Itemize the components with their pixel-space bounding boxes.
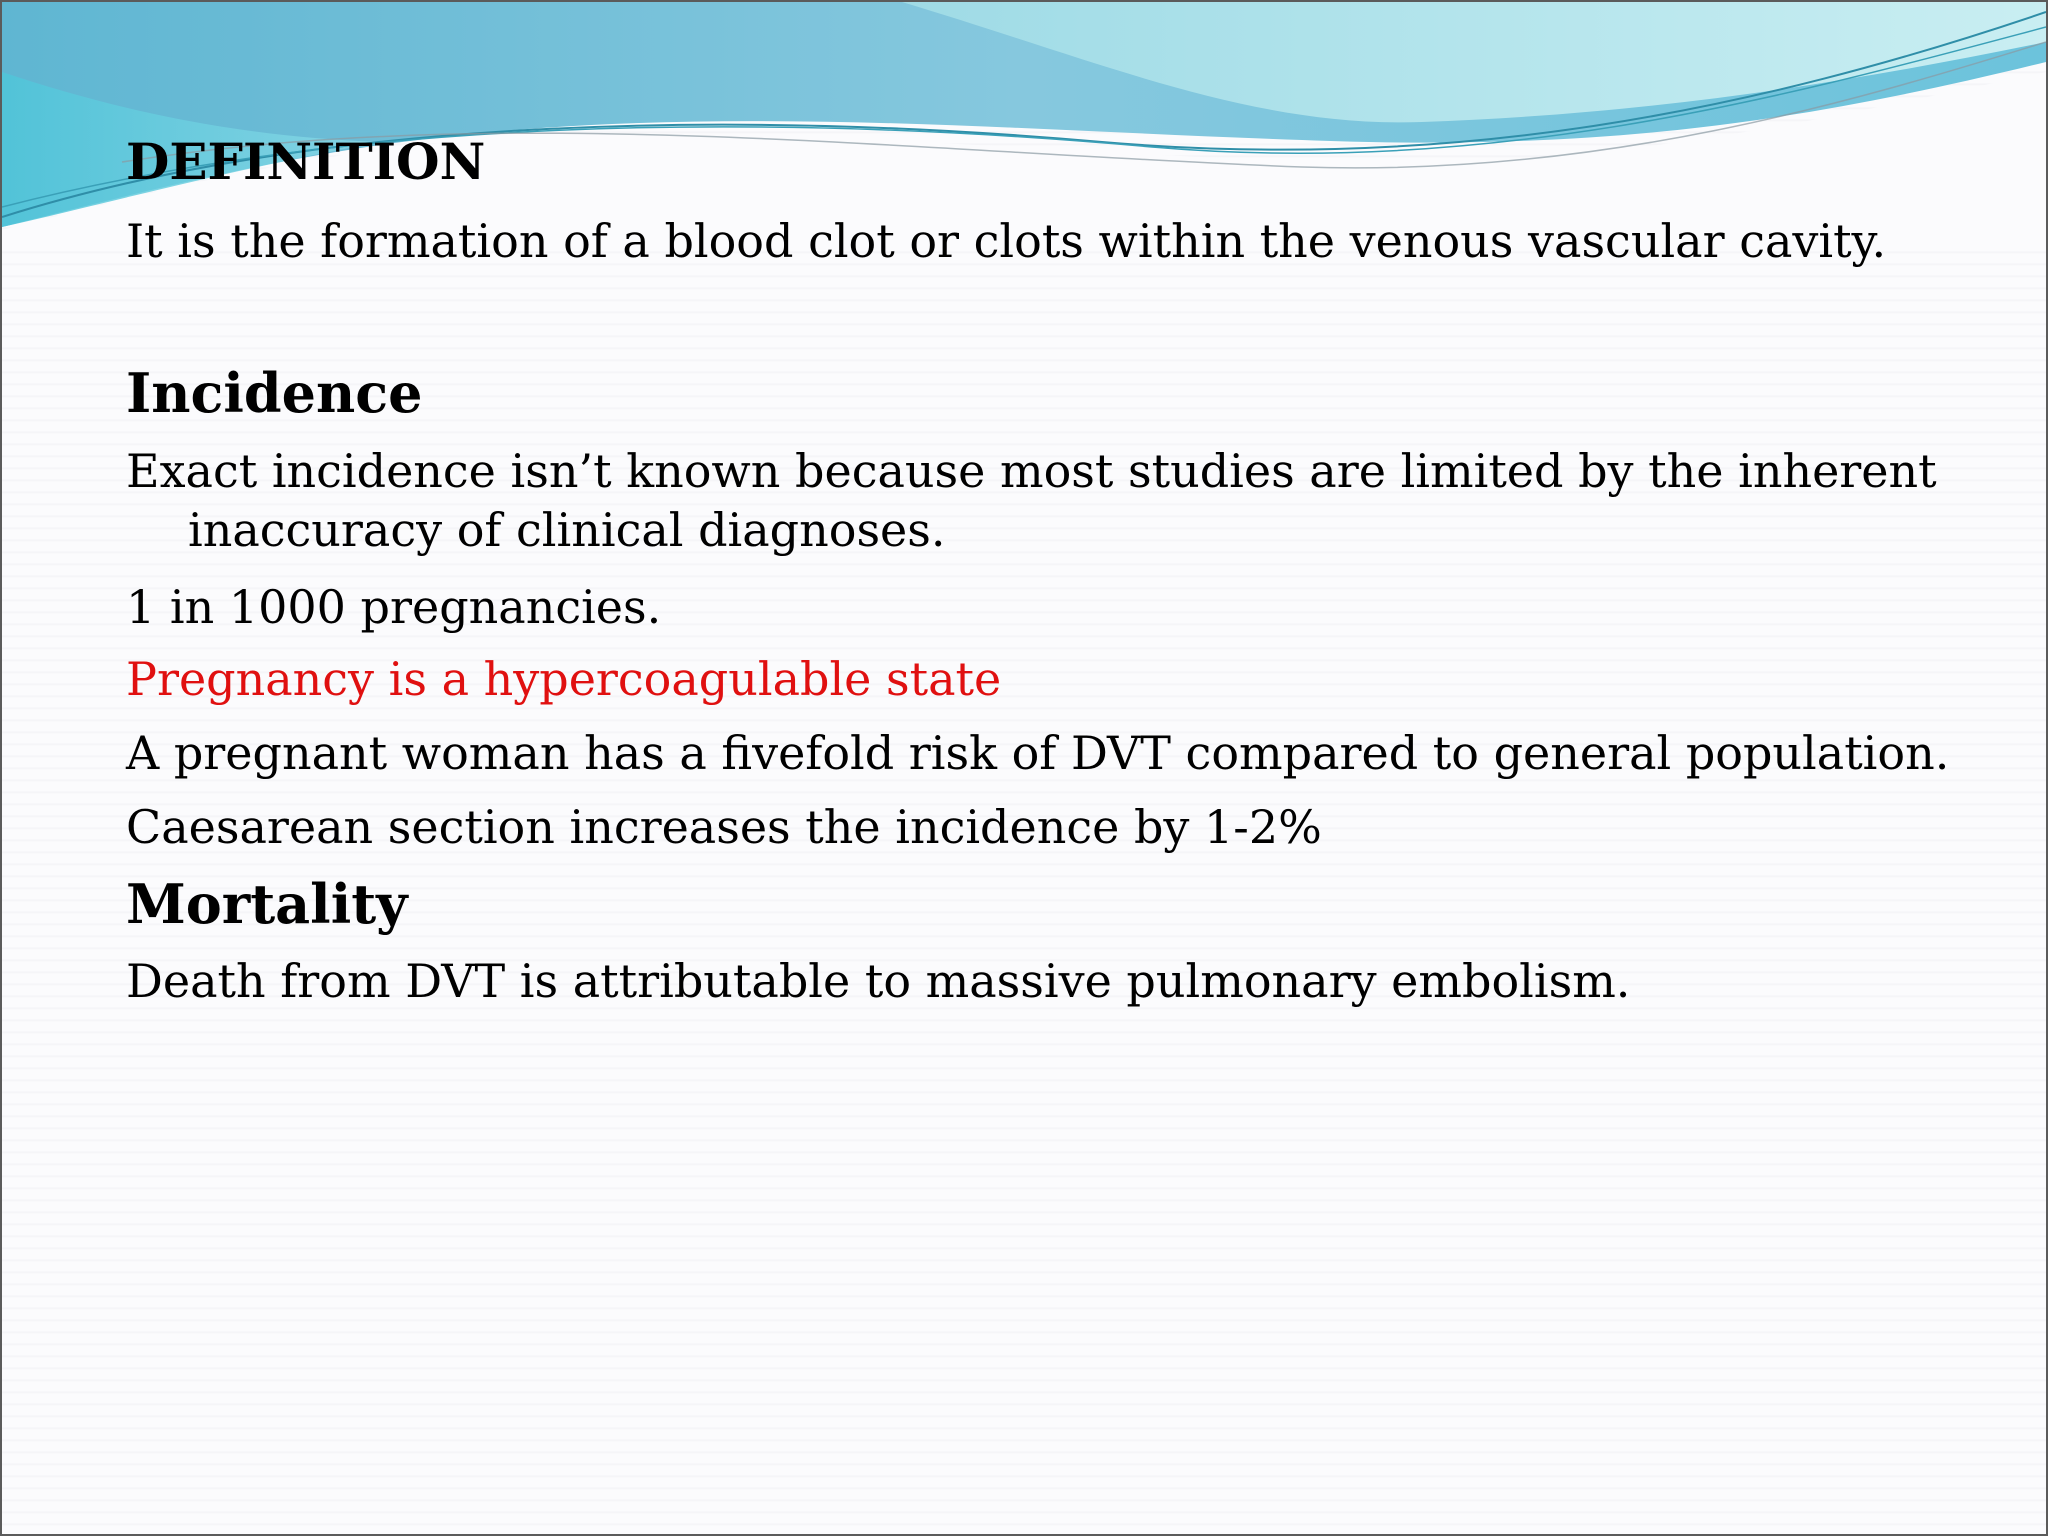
incidence-item: 1 in 1000 pregnancies. [126, 580, 662, 634]
incidence-item: Caesarean section increases the incidence by 1-2% [126, 800, 1322, 854]
incidence-heading: Incidence [126, 361, 423, 425]
definition-text: It is the formation of a blood clot or clots within the venous vascular cavity. [126, 214, 1887, 268]
decorative-wave-banner [2, 2, 2046, 242]
incidence-item-emphasis: Pregnancy is a hypercoagulable state [126, 652, 1002, 706]
incidence-item: Exact incidence isn’t known because most studies are limited by the inherent inaccuracy of clinical diagnoses. [126, 444, 1937, 557]
mortality-heading: Mortality [126, 872, 408, 936]
incidence-item: A pregnant woman has a fivefold risk of DVT compared to general population. [126, 726, 1950, 780]
mortality-text: Death from DVT is attributable to massive pulmonary embolism. [126, 954, 1631, 1008]
definition-heading: DEFINITION [126, 132, 486, 191]
